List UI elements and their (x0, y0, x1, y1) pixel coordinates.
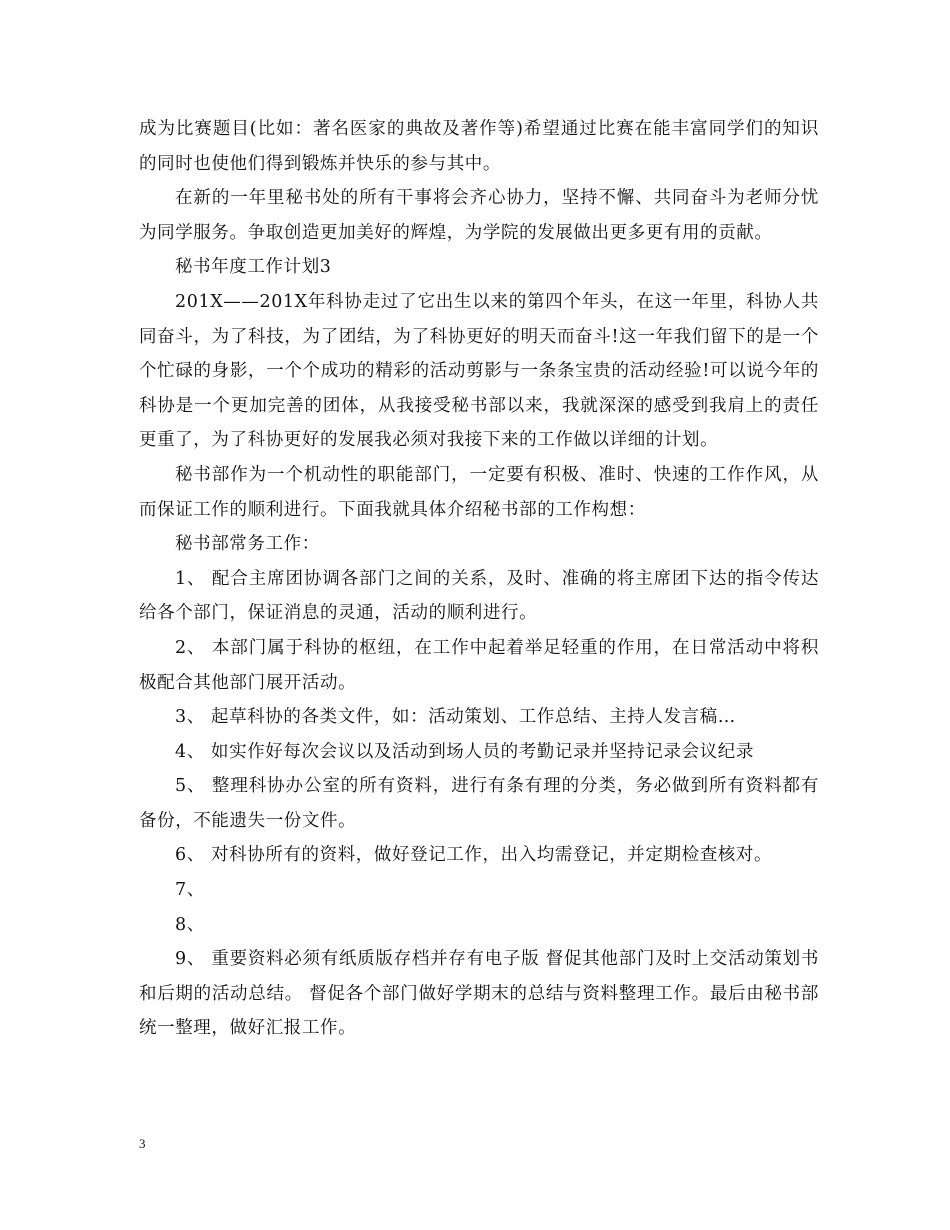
page-number: 3 (139, 1136, 146, 1151)
list-item-4: 4、 如实作好每次会议以及活动到场人员的考勤记录并坚持记录会议纪录 (175, 741, 754, 762)
list-item-5: 5、 整理科协办公室的所有资料，进行有条有理的分类，务必做到所有资料都有备份，不能遗失一份文件。 (139, 776, 819, 831)
list-item-6: 6、 对科协所有的资料，做好登记工作，出入均需登记，并定期检查核对。 (175, 845, 773, 866)
list-item-8: 8、 (175, 914, 205, 935)
list-item-1: 1、 配合主席团协调各部门之间的关系，及时、准确的将主席团下达的指令传达给各个部门，保证消息的灵通，活动的顺利进行。 (139, 568, 819, 624)
list-item-7: 7、 (175, 880, 205, 901)
document-body (139, 112, 819, 1046)
paragraph-intro: 201X——201X年科协走过了它出生以来的第四个年头，在这一年里，科协人共同奋斗，为了科技，为了团结，为了科协更好的明天而奋斗!这一年我们留下的是一个个忙碌的身影，一个个成功的精彩的活动剪影与一条条宝贵的活动经验!可以说今年的科协是一个更加完善的团体，从我接受秘书部以来，我就深深的感受到我肩上的责任更重了，为了科协更好的发展我必须对我接下来的工作做以详细的计划。 (139, 291, 819, 451)
list-item-9: 9、 重要资料必须有纸质版存档并存有电子版 督促其他部门及时上交活动策划书和后期的活动总结。 督促各个部门做好学期末的总结与资料整理工作。最后由秘书部统一整理，做好汇报工作。 (139, 949, 819, 1039)
paragraph-department-role: 秘书部作为一个机动性的职能部门，一定要有积极、准时、快速的工作作风，从而保证工作的顺利进行。下面我就具体介绍秘书部的工作构想： (139, 464, 819, 520)
paragraph-continuation: 成为比赛题目(比如：著名医家的典故及著作等)希望通过比赛在能丰富同学们的知识的同时也使他们得到锻炼并快乐的参与其中。 (139, 119, 819, 174)
section-heading: 秘书年度工作计划3 (175, 257, 332, 278)
list-heading: 秘书部常务工作： (175, 534, 320, 555)
list-item-2: 2、 本部门属于科协的枢纽，在工作中起着举足轻重的作用，在日常活动中将积极配合其他部门展开活动。 (139, 637, 819, 693)
paragraph-closing-commitment: 在新的一年里秘书处的所有干事将会齐心协力，坚持不懈、共同奋斗为老师分忧为同学服务。争取创造更加美好的辉煌，为学院的发展做出更多更有用的贡献。 (139, 188, 819, 243)
list-item-3: 3、 起草科协的各类文件，如：活动策划、工作总结、主持人发言稿… (175, 707, 736, 728)
